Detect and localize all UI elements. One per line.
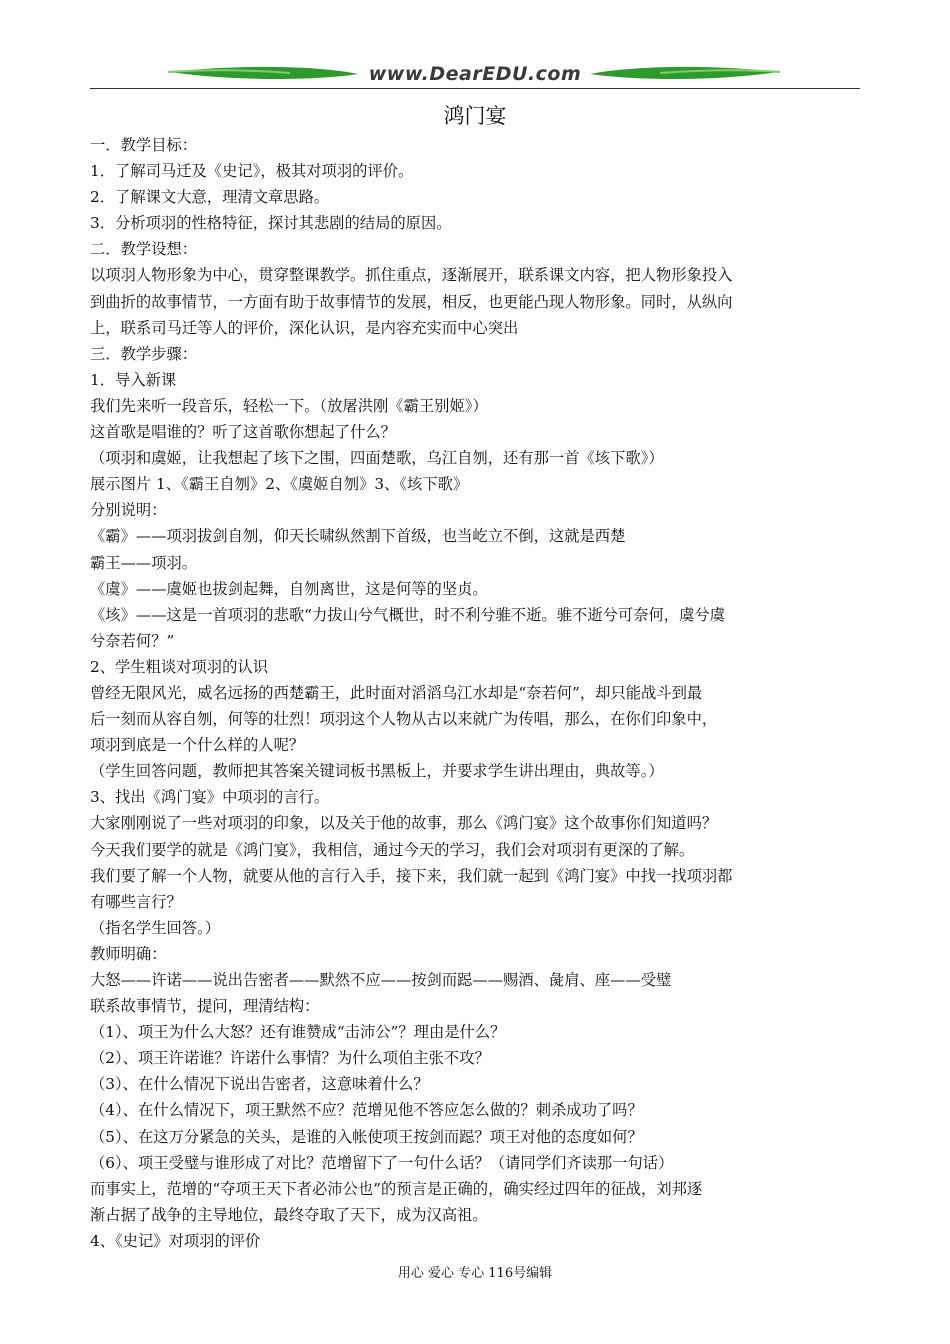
text-line: 4、《史记》对项羽的评价 — [90, 1231, 261, 1250]
page-footer: 用心 爱心 专心 116号编辑 — [397, 1266, 553, 1281]
text-line: 二．教学设想： — [90, 240, 198, 259]
text-line: （5）、在这万分紧急的关头，是谁的入帐使项王按剑而跽？项王对他的态度如何？ — [90, 1127, 643, 1146]
text-line: 而事实上，范增的“夺项王天下者必沛公也”的预言是正确的，确实经过四年的征战，刘邦逐 — [90, 1179, 703, 1198]
text-line: 后一刻而从容自刎，何等的壮烈！项羽这个人物从古以来就广为传唱，那么，在你们印象中， — [90, 710, 718, 729]
text-line: 3、找出《鸿门宴》中项羽的言行。 — [90, 788, 330, 807]
text-line: 项羽到底是一个什么样的人呢？ — [90, 736, 305, 755]
text-line: 《霸》——项羽拔剑自刎，仰天长啸纵然割下首级，也当屹立不倒，这就是西楚 — [90, 527, 626, 546]
text-line: （2）、项王许诺谁？许诺什么事情？为什么项伯主张不攻？ — [90, 1049, 490, 1068]
text-line: 今天我们要学的就是《鸿门宴》，我相信，通过今天的学习，我们会对项羽有更深的了解。 — [90, 840, 695, 859]
text-line: （6）、项王受璧与谁形成了对比？范增留下了一句什么话？（请同学们齐读那一句话） — [90, 1153, 674, 1172]
text-line: 大家刚刚说了一些对项羽的印象，以及关于他的故事，那么《鸿门宴》这个故事你们知道吗？ — [90, 814, 718, 833]
text-line: 《虞》——虞姬也拔剑起舞，自刎离世，这是何等的坚贞。 — [90, 579, 488, 598]
text-line: 霸王——项羽。 — [90, 553, 198, 572]
text-line: 1．导入新课 — [90, 370, 177, 389]
text-line: 到曲折的故事情节，一方面有助于故事情节的发展，相反，也更能凸现人物形象。同时，从纵向 — [90, 292, 733, 311]
site-header — [90, 60, 860, 90]
page-title: 鸿门宴 — [443, 104, 507, 128]
text-line: 这首歌是唱谁的？听了这首歌你想起了什么？ — [90, 423, 396, 442]
text-line: （指名学生回答。） — [90, 918, 221, 937]
text-line: （项羽和虞姬，让我想起了垓下之围，四面楚歌，乌江自刎，还有那一首《垓下歌》） — [90, 449, 664, 468]
text-line: 我们先来听一段音乐，轻松一下。（放屠洪刚《霸王别姬》） — [90, 396, 488, 415]
text-line: 一．教学目标： — [90, 136, 198, 154]
text-line: 上，联系司马迁等人的评价，深化认识，是内容充实而中心突出 — [90, 318, 519, 337]
text-line: 兮奈若何？” — [90, 631, 175, 650]
text-line: 渐占据了战争的主导地位，最终夺取了天下，成为汉高祖。 — [90, 1205, 488, 1224]
text-line: 大怒——许诺——说出告密者——默然不应——按剑而跽——赐酒、彘肩、座——受璧 — [90, 971, 672, 989]
text-line: 有哪些言行？ — [90, 892, 182, 911]
text-line: 我们要了解一个人物，就要从他的言行入手，接下来，我们就一起到《鸿门宴》中找一找项羽都 — [90, 866, 733, 885]
text-line: 教师明确： — [90, 944, 167, 963]
text-line: 三．教学步骤： — [90, 344, 198, 363]
lesson-body — [90, 132, 862, 1254]
text-line: 分别说明： — [90, 501, 167, 520]
text-line: （4）、在什么情况下，项王默然不应？范增见他不答应怎么做的？刺杀成功了吗？ — [90, 1101, 643, 1120]
text-line: 展示图片 1、《霸王自刎》2、《虞姬自刎》3、《垓下歌》 — [90, 475, 469, 494]
text-line: 曾经无限风光，威名远扬的西楚霸王，此时面对滔滔乌江水却是“奈若何”，却只能战斗到最 — [90, 683, 703, 702]
header-rule — [90, 88, 860, 89]
text-line: 联系故事情节，提问，理清结构： — [90, 997, 320, 1016]
site-logo-text: www.DearEDU.com — [368, 63, 582, 85]
text-line: 3．分析项羽的性格特征，探讨其悲剧的结局的原因。 — [90, 214, 452, 233]
text-line: （学生回答问题，教师把其答案关键词板书黑板上，并要求学生讲出理由，典故等。） — [90, 762, 664, 781]
text-line: 1．了解司马迁及《史记》，极其对项羽的评价。 — [90, 162, 414, 181]
text-line: （3）、在什么情况下说出告密者，这意味着什么？ — [90, 1075, 429, 1094]
text-line: 《垓》——这是一首项羽的悲歌“力拔山兮气概世，时不利兮骓不逝。骓不逝兮可奈何，虞兮虞 — [90, 605, 725, 624]
text-line: （1）、项王为什么大怒？还有谁赞成“击沛公”？理由是什么？ — [90, 1023, 506, 1042]
text-line: 2、学生粗谈对项羽的认识 — [90, 657, 268, 676]
text-line: 以项羽人物形象为中心，贯穿整课教学。抓住重点，逐渐展开，联系课文内容，把人物形象投入 — [90, 266, 733, 285]
text-line: 2．了解课文大意，理清文章思路。 — [90, 188, 330, 207]
